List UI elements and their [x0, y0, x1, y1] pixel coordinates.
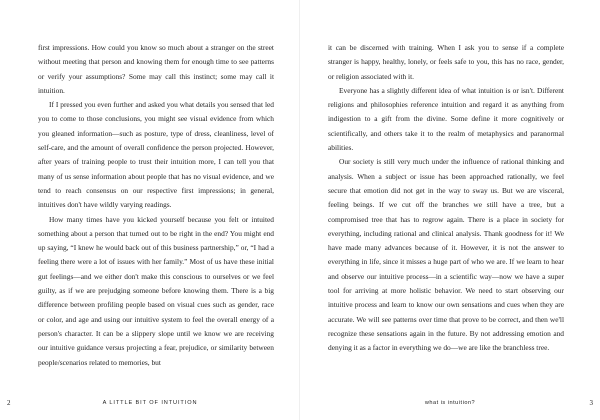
paragraph: If I pressed you even further and asked you what details you sensed that led you to come to those conclusions, you might see visual evidence from which you gleaned information—such as posture, type of dress, cleanliness, level of self-care, and the amount of overall confidence the person projected. However, after years of training people to trust their intuition more, I can tell you that many of us sense information about people that has no visual evidence, and we tend to reach consensus on our respective first impressions; in general, intuitives don't have wildly varying readings.	[38, 100, 274, 210]
left-page-footer	[0, 397, 300, 409]
left-page-text	[38, 41, 274, 370]
paragraph: Everyone has a slightly different idea of what intuition is or isn't. Different religions and philosophies reference intuition and regard it as anything from indigestion to a gift from the divine. Some define it more cognitively or scientifically, and others take it to the realm of metaphysics and paranormal abilities.	[328, 85, 564, 153]
running-head: what is intuition?	[424, 400, 476, 406]
page-number: 3	[589, 399, 593, 407]
paragraph: first impressions. How could you know so much about a stranger on the street without meeting that person and knowing them for enough time to see patterns or verify your assumptions? Some may call this instinct; some may call it intuition.	[38, 43, 274, 95]
paragraph: it can be discerned with training. When I ask you to sense if a complete stranger is happy, healthy, lonely, or feels safe to you, this has no race, gender, or religion associated with it.	[328, 43, 564, 81]
page-number: 2	[7, 399, 11, 407]
right-page-footer	[300, 397, 600, 409]
right-page	[300, 0, 600, 420]
right-page-text	[328, 41, 564, 356]
running-head: A LITTLE BIT OF INTUITION	[102, 400, 198, 406]
paragraph: How many times have you kicked yourself because you felt or intuited something about a person that turned out to be right in the end? You might end up saying, “I knew he would back out of this business partnership,” or, “I had a feeling there were a lot of issues with her family.” Most of us have these initial gut feelings—and we either don't make this conscious to ourselves or we feel guilty, as if we are prejudging someone before knowing them. There is a big difference between profiling people based on visual cues such as gender, race or color, and age and using our intuitive system to feel the overall energy of a person's character. It can be a slippery slope until we know we are receiving our intuitive guidance versus projecting a fear, prejudice, or similarity between people/scenarios related to memories, but	[38, 214, 274, 367]
paragraph: Our society is still very much under the influence of rational thinking and analysis. When a subject or issue has been approached rationally, we feel secure that emotion did not get in the way to sway us. But we are visceral, feeling beings. If we cut off the branches we still have a tree, but a compromised tree that has to regrow again. There is a place in society for everything, including rational and clinical analysis. Thank goodness for it! We have made many advances because of it. However, it is not the answer to everything in life, since it misses a huge part of who we are. If we learn to hear and observe our intuitive process—in a scientific way—now we have a super tool for arriving at more holistic behavior. We need to start observing our intuitive process and learn to know our own sensations and cues when they are accurate. We will see patterns over time that prove to be correct, and then we'll recognize these sensations again in the future. By not addressing emotion and denying it as a factor in everything we do—we are like the branchless tree.	[328, 157, 564, 353]
